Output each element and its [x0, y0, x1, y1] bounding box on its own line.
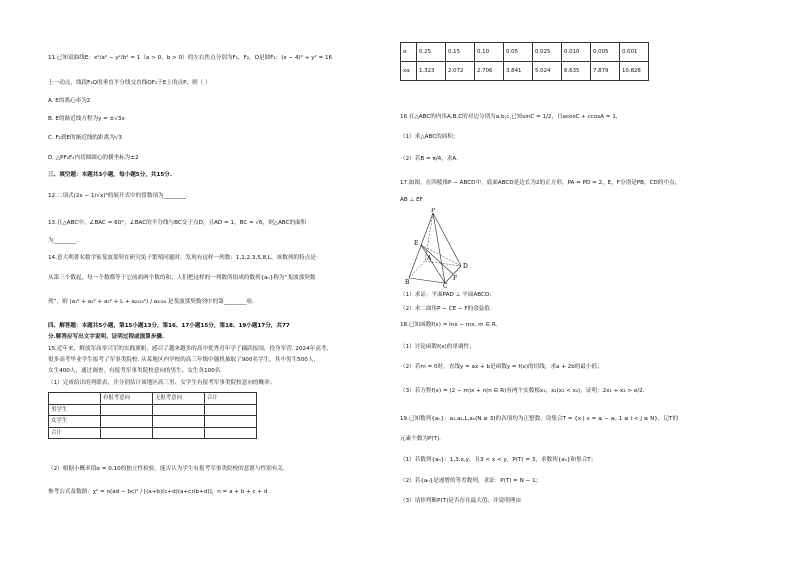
label-f: F: [453, 275, 458, 282]
table-cell: 0.10: [475, 43, 504, 62]
pyramid-figure: [405, 208, 477, 288]
section4-heading-line1: 四、解答题：本题共5小题，第15小题13分，第16、17小题15分，第18、19小题17分，共77: [48, 323, 290, 329]
x-alpha-row: [401, 62, 649, 81]
table-cell: [153, 427, 205, 439]
table-cell: 男学生: [49, 404, 101, 416]
table-cell: 6.635: [562, 62, 591, 81]
q15-line3: 女生400人，通过调查，有报考军事类院校意向的男生、女生各100名.: [48, 368, 223, 374]
q15-part2: （2）根据小概率值α = 0.10的独立性检验，能否认为学生有报考军事类院校的意愿与性别有关.: [48, 466, 285, 472]
q11-option-b: B. E的渐近线方程为y = ±√3x: [48, 116, 125, 122]
table-cell: [101, 427, 153, 439]
table-header-row: [49, 393, 257, 405]
q17-line1: 17.如图，在四棱锥P − ABCD中，底面ABCD是边长为2的正方形，PA = PD = 2，E，F分别是PB，CD的中点，: [400, 180, 681, 186]
chi-square-table: [400, 42, 649, 81]
q14-line2: 从第三个数起，每一个数都等于它前面两个数的和，人们把这样的一列数所组成的数列{aₙ}称为“斐波那契数: [48, 275, 316, 281]
x-alpha-label: xα: [401, 62, 417, 81]
q19-part1: （1）若数列{aₙ}：1,3,x,y，且3 < x < y，P(T) = 3，求数列{aₙ}和集合T；: [400, 457, 597, 463]
q15-line2: 很多高考毕业学生报考了军事类院校. 从某地区内学校的高三年级中随机抽取了900名学生，其中男生500人，: [48, 357, 320, 363]
q11-line1: 11.已知双曲线E：x²/a² − y²/b² = 1（a > 0，b > 0）的左右焦点分别为F₁，F₂，Q是圆F₂：(x − 4)² + y² = 16: [48, 55, 333, 61]
table-cell: 2.072: [446, 62, 475, 81]
q15-part1: （1）完成给出的列联表，并分别估计该地区高三男、女学生有报考军事类院校意向的概率；: [48, 380, 276, 386]
section4-heading-line2: 分.解答应写出文字说明、证明过程或演算步骤.: [48, 334, 165, 340]
table-cell: 7.879: [591, 62, 620, 81]
q16-part2: （2）若B = π/4，求A.: [400, 156, 458, 162]
table-cell: 5.024: [533, 62, 562, 81]
q14-line3: 列”，则 (a₁² + a₂² + a₃² + L + a₂₀₂₅²) / a₂₀₂₆ 是斐波那契数列中的第________项.: [48, 299, 254, 305]
q18-part2: （2）若m = 0时，直线y = ax + b是函数y = f(x)的切线，求a + 2b的最小值；: [400, 364, 603, 370]
label-d: D: [463, 263, 468, 270]
table-cell: [49, 393, 101, 405]
q14-line1: 14.意大利著名数学家斐波那契在研究兔子繁殖问题时，发现有这样一列数：1,1,2,3,5,8,L，该数列的特点是：: [48, 255, 322, 261]
q15-line1: 15.近年来，解放军高举兴军的实践旗帜，感召了越来越多的高中优秀青年学子踊跃报国，投身军营. 2024年高考，: [48, 346, 333, 352]
alpha-row: [401, 43, 649, 62]
contingency-table: [48, 392, 257, 439]
table-cell: 女学生: [49, 416, 101, 428]
table-cell: 10.828: [620, 62, 649, 81]
table-cell: 0.025: [533, 43, 562, 62]
q17-line2: AB ⊥ EF: [400, 197, 423, 203]
label-c: C: [443, 283, 448, 288]
q19-part2: （2）若{aₙ}是递增的等差数列，求证：P(T) = N − 1；: [400, 478, 542, 484]
q11-option-a: A. E的离心率为2: [48, 98, 91, 104]
table-cell: [205, 427, 257, 439]
table-cell: 0.001: [620, 43, 649, 62]
q16-part1: （1）求△ABC的面积；: [400, 134, 459, 140]
q17-part2: （2）求二面角P − CE − F的余弦值.: [400, 306, 492, 312]
q18-part1: （1）讨论函数f(x)的单调性；: [400, 344, 475, 350]
q13-line2: 为________.: [48, 238, 78, 244]
q19-line1: 19.已知数列{aₙ}：a₁,a₂,L,aₙ(N ≥ 3)的各项均为正整数，设集合T = {x | x = aⱼ − aᵢ, 1 ≤ i < j ≤ N}，记T的: [400, 416, 679, 422]
table-cell: 0.15: [446, 43, 475, 62]
table-row: [49, 404, 257, 416]
table-cell: 无报考意向: [153, 393, 205, 405]
q16-line1: 16.在△ABC的内角A,B,C的对边分别为a,b,c,已知sinC = 1/2，且acosC + ccosA = 1，: [400, 114, 622, 120]
table-cell: [205, 404, 257, 416]
q11-option-d: D. △PF₁F₂内切圆圆心的横坐标为±2: [48, 155, 139, 161]
q18-line1: 18.已知函数f(x) = lnx − mx, m ∈ R.: [400, 322, 498, 328]
table-cell: 0.25: [417, 43, 446, 62]
table-cell: 0.010: [562, 43, 591, 62]
q12: 12.二项式(2x − 1/√x)⁶的展开式中的常数项为________.: [48, 193, 188, 199]
q19-line2: 元素个数为P(T).: [400, 436, 441, 442]
table-row: [49, 427, 257, 439]
table-cell: 有报考意向: [101, 393, 153, 405]
table-cell: [205, 416, 257, 428]
table-cell: [153, 416, 205, 428]
table-cell: 合计: [49, 427, 101, 439]
q11-option-c: C. F₂到E的渐近线的距离为√3: [48, 135, 122, 141]
table-cell: 0.005: [591, 43, 620, 62]
label-p: P: [431, 208, 436, 214]
label-b: B: [405, 279, 410, 286]
q17-part1: （1）求证：平面PAD ⊥ 平面ABCD；: [400, 292, 495, 298]
table-cell: 2.706: [475, 62, 504, 81]
q13-line1: 13.在△ABC中，∠BAC = 60°，∠BAC的平分线与BC交于点D，且AD = 1，BC = √6，则△ABC的面积: [48, 220, 307, 226]
table-cell: 3.841: [504, 62, 533, 81]
alpha-label: α: [401, 43, 417, 62]
label-a: A: [427, 255, 432, 262]
q15-formula: 参考公式及数据：χ² = n(ad − bc)² / [(a+b)(c+d)(a+c)(b+d)]，n = a + b + c + d .: [48, 489, 271, 495]
table-cell: [153, 404, 205, 416]
table-row: [49, 416, 257, 428]
label-e: E: [414, 240, 419, 247]
table-cell: [101, 404, 153, 416]
section3-heading: 三、填空题：本题共3小题，每小题5分，共15分.: [48, 172, 172, 178]
q11-line2: 上一动点，线段F₁Q的垂直平分线交直线QF₂于E上的点P，则（ ）: [48, 80, 211, 86]
table-cell: 合计: [205, 393, 257, 405]
table-cell: 1.323: [417, 62, 446, 81]
table-cell: 0.05: [504, 43, 533, 62]
q18-part3: （3）若方程f(x) = (2 − m)x + n(n ∈ R)有两个实数根x₁，x₂(x₁ < x₂)，证明：2x₁ + x₂ > e/2.: [400, 388, 645, 394]
table-cell: [101, 416, 153, 428]
q19-part3: （3）请你判断P(T)是否存在最大值，并说明理由: [400, 498, 521, 504]
